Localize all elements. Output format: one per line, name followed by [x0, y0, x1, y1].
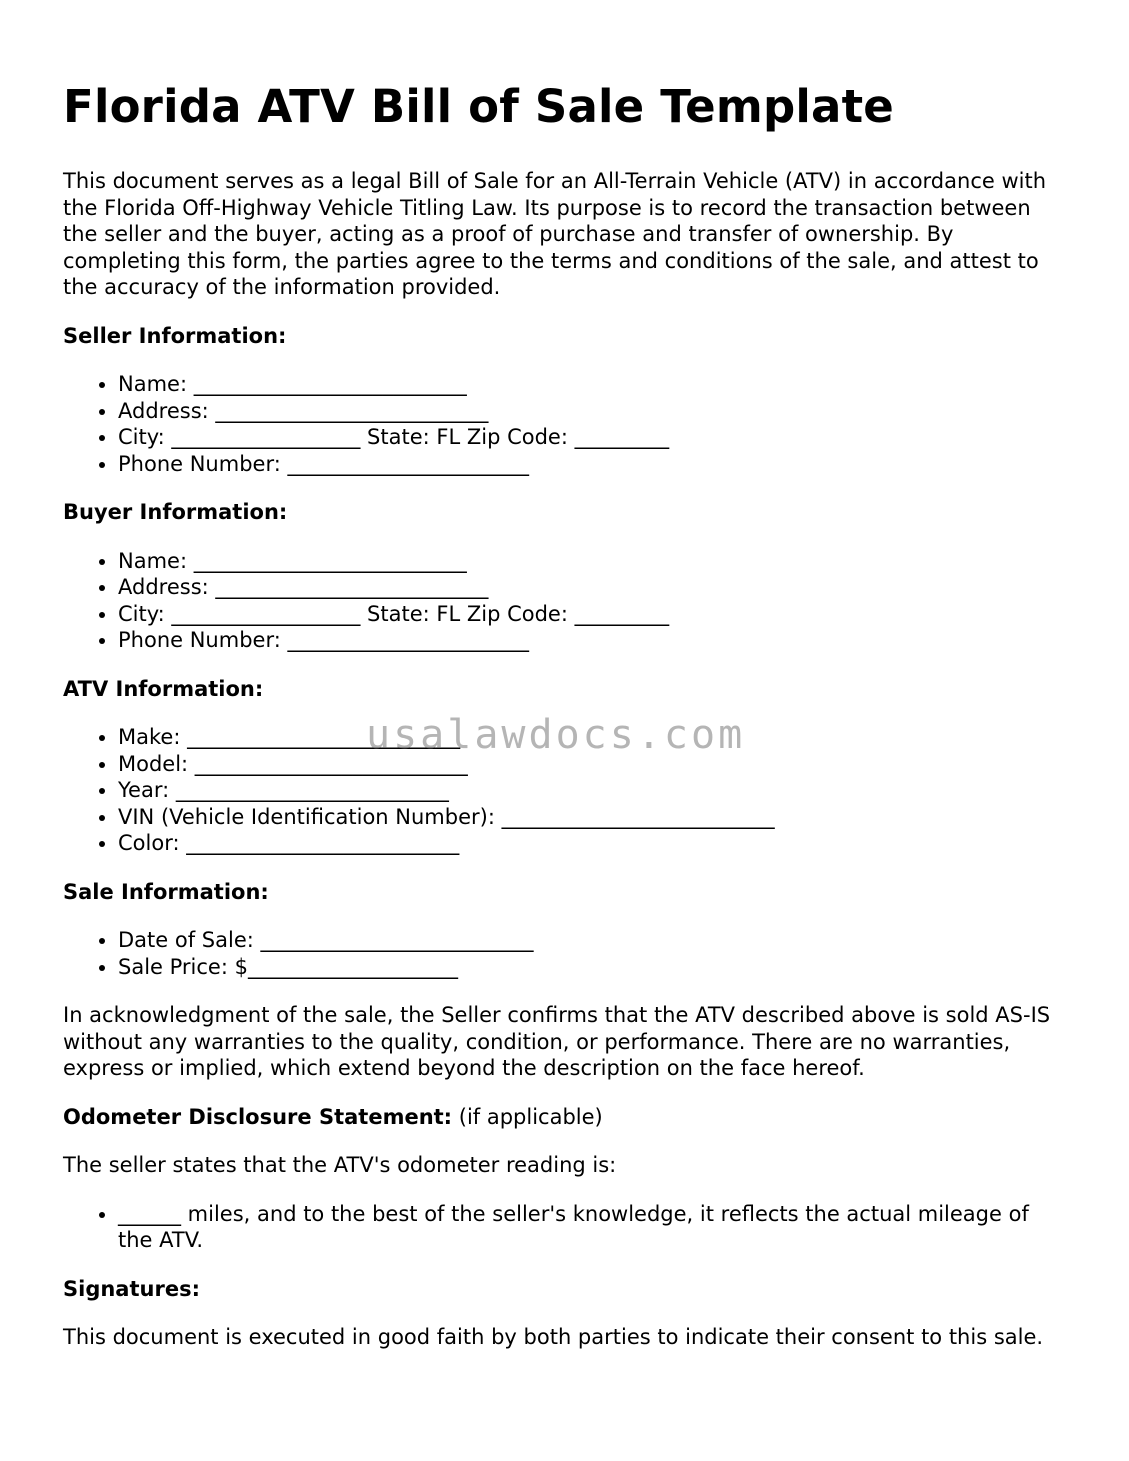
list-item: • Address: __________________________ — [118, 398, 1063, 425]
list-item: • Date of Sale: __________________________ — [118, 927, 1063, 954]
acknowledgment-paragraph: In acknowledgment of the sale, the Seller confirms that the ATV described above is sold AS-IS without any warranties to the quality, condition, or performance. There are no warranties, express or implied, which extend beyond the description on the face hereof. — [63, 1003, 1051, 1080]
list-item: • Model: __________________________ — [118, 751, 1063, 778]
page-title: Florida ATV Bill of Sale Template — [63, 80, 895, 133]
buyer-list — [63, 548, 1063, 654]
list-item: • Name: __________________________ — [118, 548, 1063, 575]
list-item: • VIN (Vehicle Identification Number): __________________________ — [118, 804, 1063, 831]
seller-heading: Seller Information: — [63, 323, 287, 348]
list-item: • Year: __________________________ — [118, 777, 1063, 804]
list-item: • Color: __________________________ — [118, 830, 1063, 857]
list-item: • City: __________________ State: FL Zip Code: _________ — [118, 601, 1063, 628]
atv-heading: ATV Information: — [63, 676, 264, 701]
seller-list — [63, 371, 1063, 477]
list-item: • Name: __________________________ — [118, 371, 1063, 398]
odometer-note: (if applicable) — [452, 1104, 603, 1129]
list-item: • Address: __________________________ — [118, 574, 1063, 601]
signatures-paragraph: This document is executed in good faith by both parties to indicate their consent to this sale. — [63, 1325, 1044, 1349]
watermark: usalawdocs.com — [366, 712, 746, 758]
list-item: • ______ miles, and to the best of the seller's knowledge, it reflects the actual mileage of the ATV. — [118, 1201, 1063, 1254]
list-item: • Make: __________________________ — [118, 724, 1063, 751]
sale-heading: Sale Information: — [63, 879, 269, 904]
list-item: • City: __________________ State: FL Zip Code: _________ — [118, 424, 1063, 451]
odometer-heading — [63, 1104, 1063, 1131]
list-item: • Phone Number: _______________________ — [118, 451, 1063, 478]
odometer-statement: The seller states that the ATV's odometer reading is: — [63, 1153, 617, 1177]
list-item: • Sale Price: $____________________ — [118, 954, 1063, 981]
signatures-heading: Signatures: — [63, 1276, 200, 1301]
odometer-heading-label: Odometer Disclosure Statement: — [63, 1104, 453, 1129]
sale-list — [63, 927, 1063, 980]
odometer-list — [63, 1201, 1063, 1254]
buyer-heading: Buyer Information: — [63, 500, 288, 524]
intro-paragraph: This document serves as a legal Bill of Sale for an All-Terrain Vehicle (ATV) in accordance with the Florida Off-Highway Vehicle Titling Law. Its purpose is to record the transaction between the seller and the buyer, acting as a proof of purchase and transfer of ownership. By completing this form, the parties agree to the terms and conditions of the sale, and attest to the accuracy of the information provided. — [63, 169, 1047, 299]
list-item: • Phone Number: _______________________ — [118, 627, 1063, 654]
